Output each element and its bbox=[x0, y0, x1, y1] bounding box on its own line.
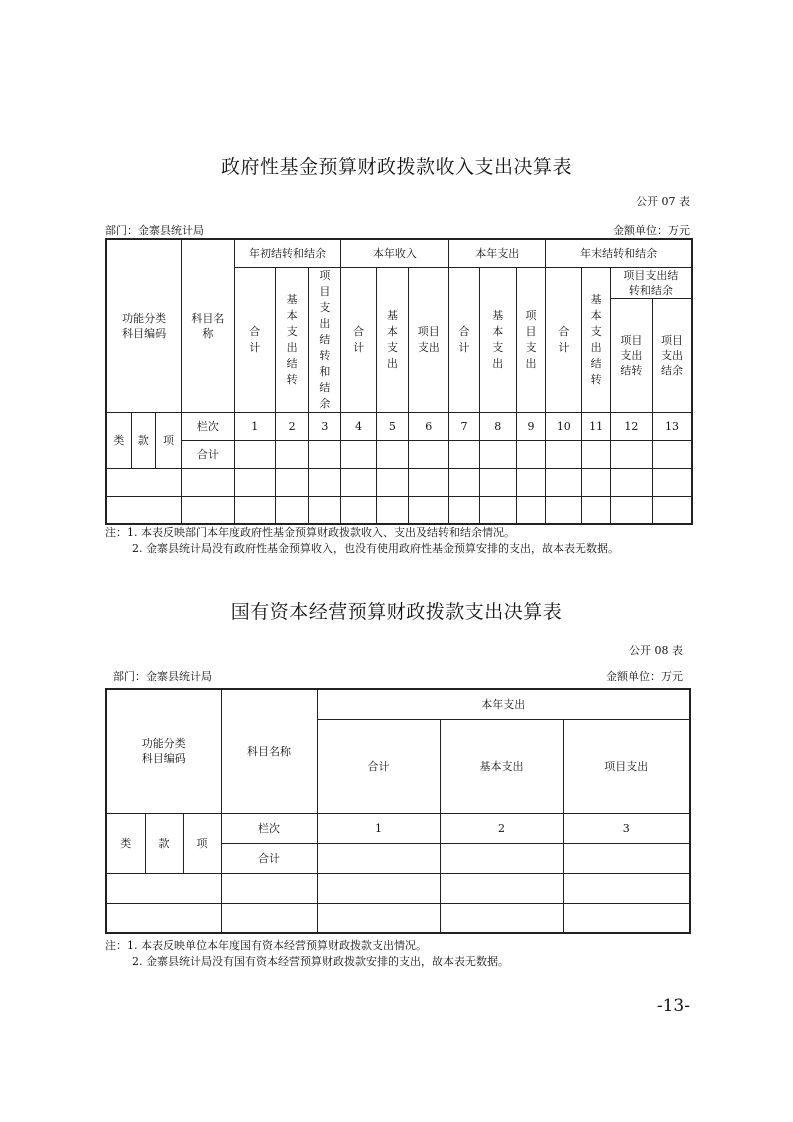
func-class-header: 功能分类 科目编码 bbox=[106, 689, 221, 813]
lanci-label: 栏次 bbox=[182, 412, 234, 440]
table-row bbox=[106, 496, 692, 524]
table-row bbox=[106, 873, 690, 903]
col-number: 12 bbox=[610, 412, 652, 440]
table1-title: 政府性基金预算财政拨款收入支出决算表 bbox=[220, 156, 572, 178]
col-number: 4 bbox=[341, 412, 376, 440]
group-header: 年末结转和结余 bbox=[546, 239, 692, 267]
col-header: 项目支出 bbox=[409, 267, 449, 412]
kuan-header: 款 bbox=[131, 412, 155, 468]
table1-dept: 部门：金寨县统计局 bbox=[105, 224, 204, 237]
col-number: 10 bbox=[546, 412, 582, 440]
table-row bbox=[106, 903, 690, 933]
table2-dept: 部门：金寨县统计局 bbox=[113, 670, 212, 683]
col-header: 项目支出 bbox=[516, 267, 545, 412]
col-header: 合计 bbox=[317, 719, 440, 813]
col-header: 项目支出 bbox=[563, 719, 690, 813]
func-class-header: 功能分类 科目编码 bbox=[106, 239, 182, 412]
table1-note-1: 注：1. 本表反映部门本年度政府性基金预算财政拨款收入、支出及结转和结余情况。 bbox=[105, 526, 515, 539]
table2-note-1: 注：1. 本表反映单位本年度国有资本经营预算财政拨款支出情况。 bbox=[105, 939, 427, 952]
project-carryover-header: 项目支出结 转和结余 bbox=[610, 267, 692, 299]
page-number: -13- bbox=[656, 996, 690, 1016]
col-header: 基本支出结转 bbox=[275, 267, 308, 412]
table1-note-2: 2. 金寨县统计局没有政府性基金预算收入，也没有使用政府性基金预算安排的支出，故本表无数据。 bbox=[132, 542, 619, 555]
kuan-header: 款 bbox=[145, 813, 183, 873]
group-header: 本年支出 bbox=[449, 239, 546, 267]
table2-code: 公开 08 表 bbox=[629, 644, 683, 657]
group-header: 年初结转和结余 bbox=[234, 239, 341, 267]
col-header: 基本支出 bbox=[376, 267, 408, 412]
lei-header: 类 bbox=[106, 412, 131, 468]
subject-name-header: 科目名 称 bbox=[182, 239, 234, 412]
table2-title: 国有资本经营预算财政拨款支出决算表 bbox=[230, 601, 563, 623]
col-number: 1 bbox=[234, 412, 275, 440]
col-number: 6 bbox=[409, 412, 449, 440]
col-header: 项目支出结转和结余 bbox=[309, 267, 341, 412]
col-header: 基本支出 bbox=[479, 267, 516, 412]
table1-unit: 金额单位：万元 bbox=[613, 224, 690, 237]
table2-note-2: 2. 金寨县统计局没有国有资本经营预算财政拨款安排的支出，故本表无数据。 bbox=[132, 955, 509, 968]
table2 bbox=[105, 688, 691, 934]
col-number: 3 bbox=[309, 412, 341, 440]
table-row bbox=[106, 468, 692, 496]
total-label: 合计 bbox=[221, 843, 317, 873]
xiang-header: 项 bbox=[183, 813, 221, 873]
col-header: 基本支出 bbox=[440, 719, 563, 813]
xiang-header: 项 bbox=[155, 412, 181, 468]
col-number: 11 bbox=[582, 412, 610, 440]
lei-header: 类 bbox=[106, 813, 145, 873]
table1 bbox=[105, 238, 693, 525]
col-number: 9 bbox=[516, 412, 545, 440]
col-number: 2 bbox=[440, 813, 563, 843]
lanci-label: 栏次 bbox=[221, 813, 317, 843]
col-number: 2 bbox=[275, 412, 308, 440]
col-number: 3 bbox=[563, 813, 690, 843]
col-header: 项目 支出 结转 bbox=[610, 299, 652, 412]
col-number: 5 bbox=[376, 412, 408, 440]
group-header: 本年支出 bbox=[317, 689, 690, 719]
table2-unit: 金额单位：万元 bbox=[606, 670, 683, 683]
col-number: 7 bbox=[449, 412, 479, 440]
col-header: 合计 bbox=[546, 267, 582, 412]
table1-code: 公开 07 表 bbox=[636, 195, 690, 208]
col-header: 合计 bbox=[341, 267, 376, 412]
col-header: 基本支出结转 bbox=[582, 267, 610, 412]
total-label: 合计 bbox=[182, 440, 234, 468]
col-number: 13 bbox=[653, 412, 692, 440]
col-number: 1 bbox=[317, 813, 440, 843]
col-header: 合计 bbox=[449, 267, 479, 412]
group-header: 本年收入 bbox=[341, 239, 449, 267]
col-header: 项目 支出 结余 bbox=[653, 299, 692, 412]
col-number: 8 bbox=[479, 412, 516, 440]
subject-name-header: 科目名称 bbox=[221, 689, 317, 813]
col-header: 合计 bbox=[234, 267, 275, 412]
